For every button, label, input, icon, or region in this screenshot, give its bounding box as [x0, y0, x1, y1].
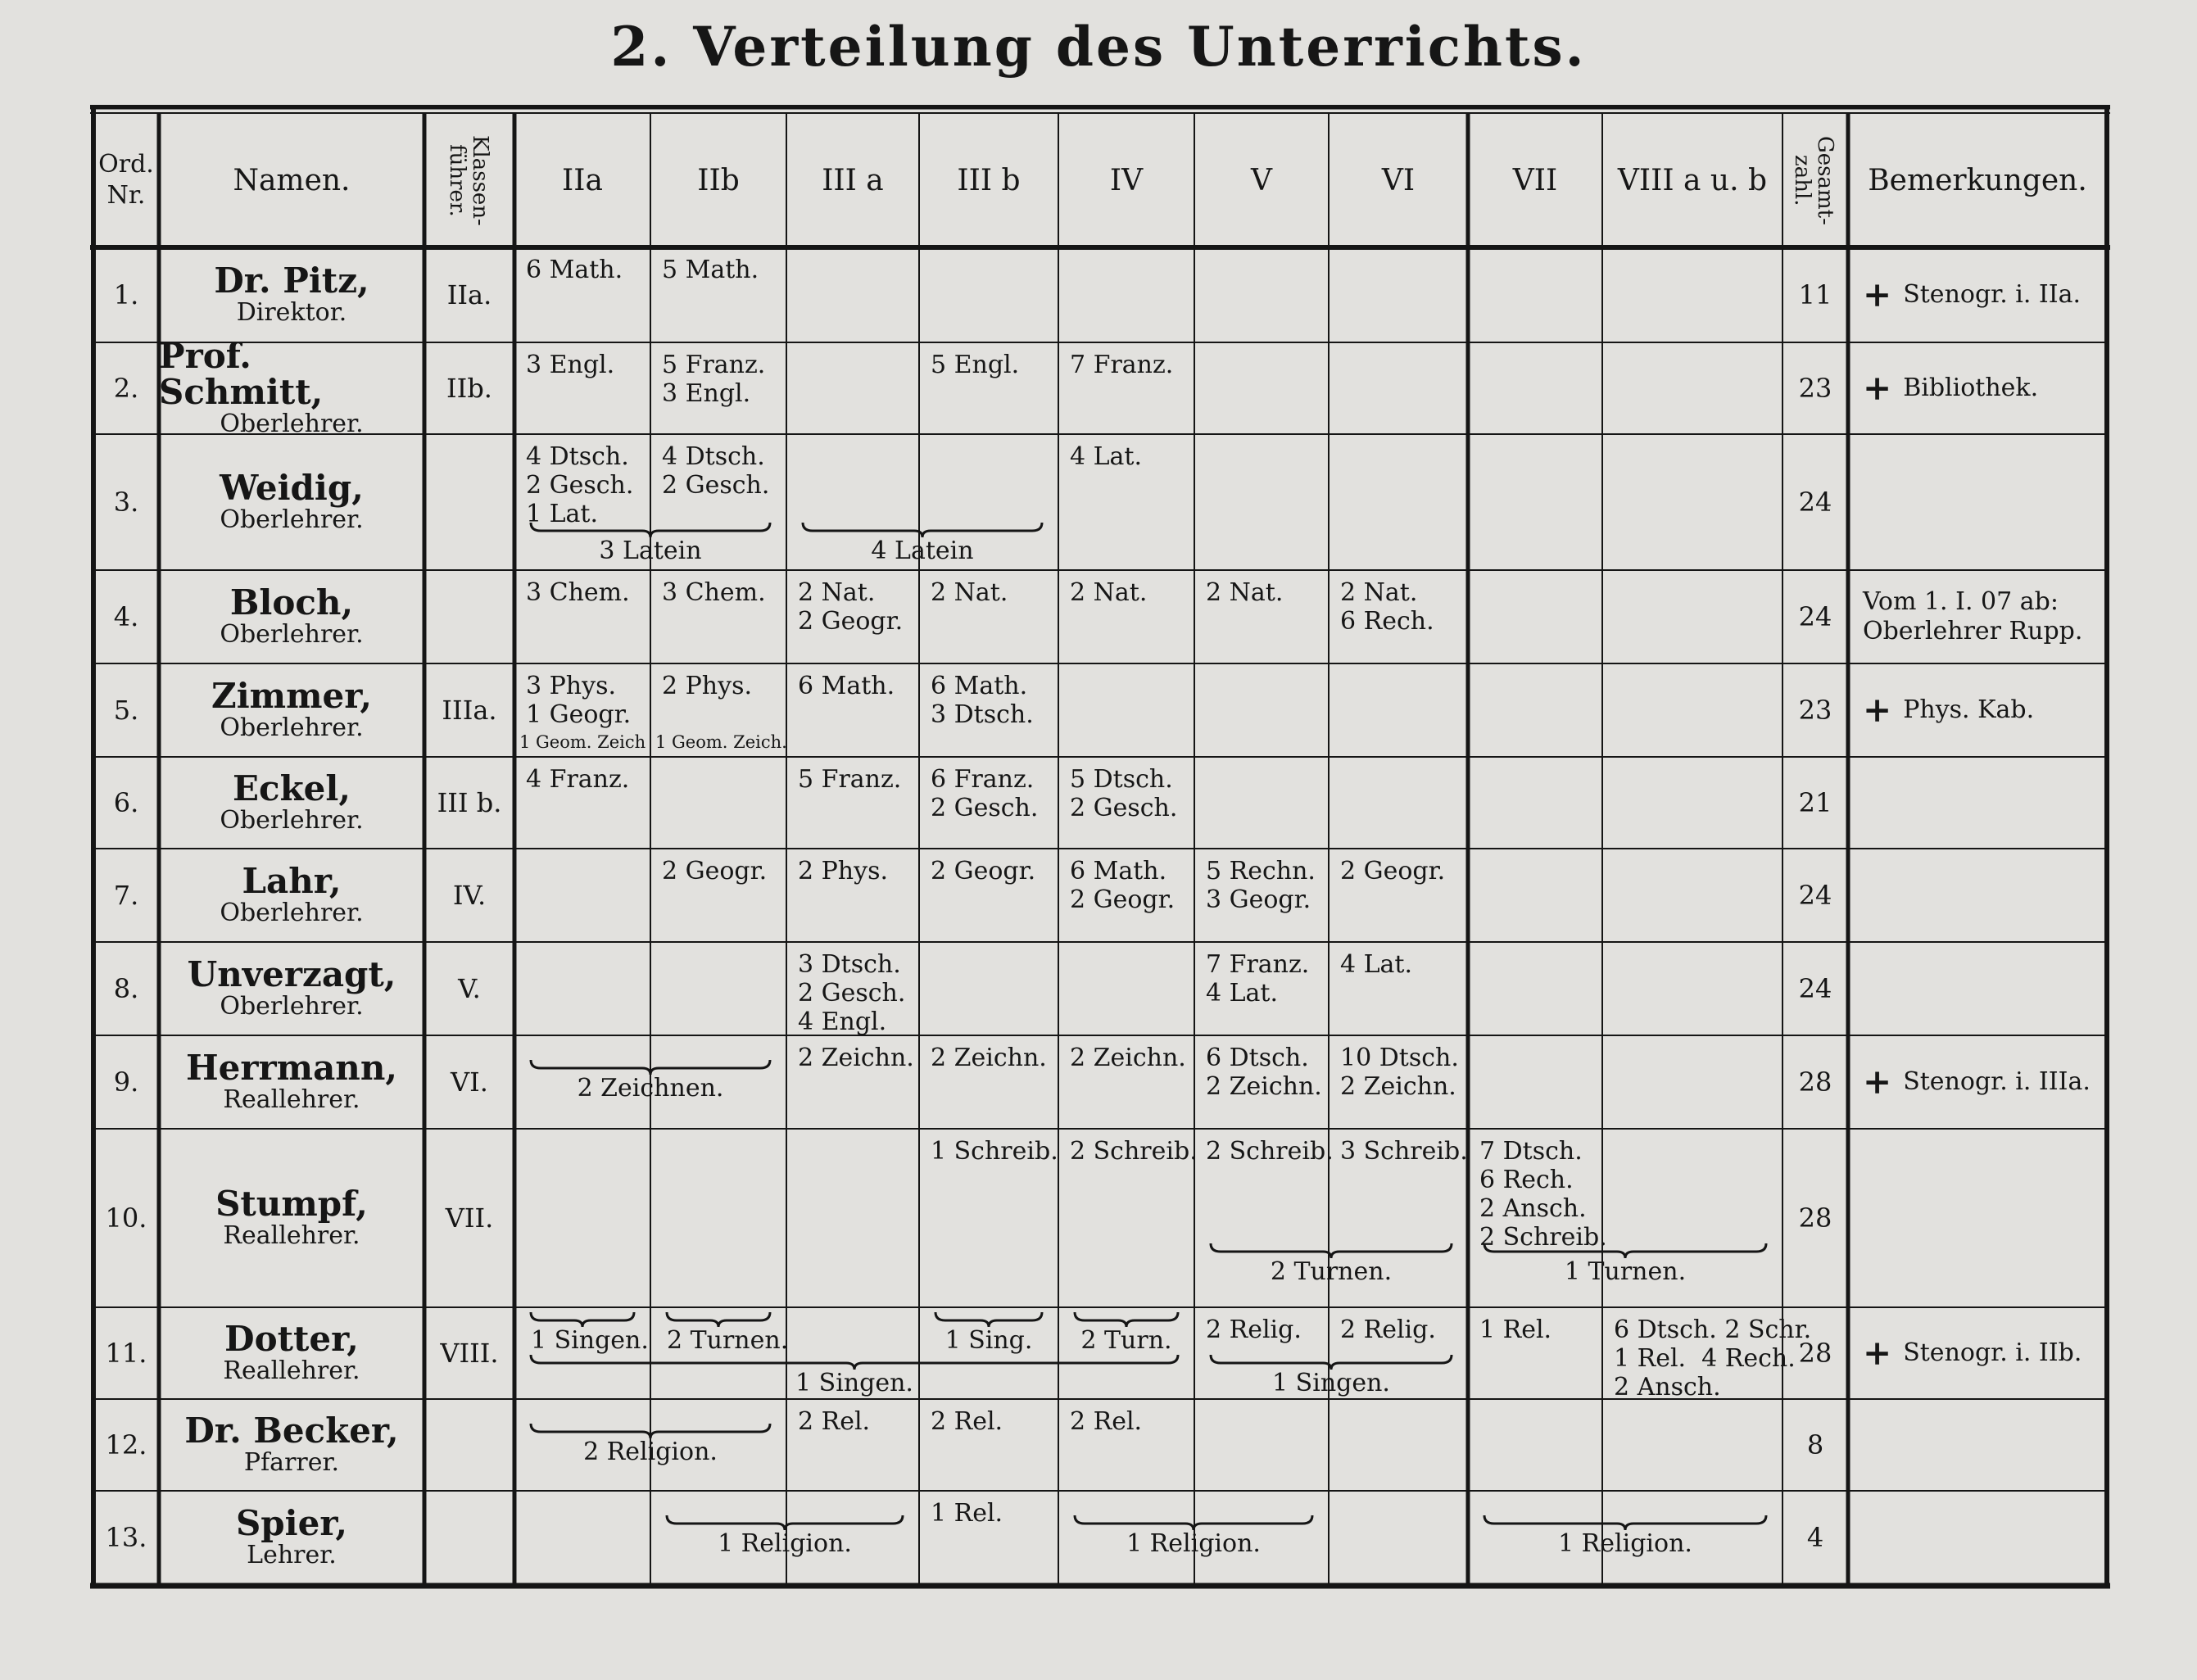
teaching-entry: 2 Zeichn. [798, 1044, 914, 1072]
teacher-surname: Stumpf, [215, 1184, 368, 1224]
brace-label: 1 Singen. [531, 1326, 649, 1355]
teaching-entry: 6 Franz. 2 Gesch. [931, 765, 1039, 822]
brace-mark [531, 1312, 634, 1327]
klassenfuehrer-value: IIb. [446, 373, 492, 404]
remark [1863, 570, 2102, 663]
teaching-entry-small: 1 Geom. Zeich [519, 732, 646, 752]
remark [1863, 342, 2102, 434]
teacher-name [159, 1129, 424, 1307]
teacher-surname: Herrmann, [185, 1048, 397, 1088]
header-remarks: Bemerkungen. [1868, 163, 2087, 197]
teaching-entry: 2 Phys. [798, 857, 889, 885]
klassenfuehrer-value: IIa. [446, 279, 492, 310]
header-names: Namen. [233, 163, 351, 197]
teaching-entry: 10 Dtsch. 2 Zeichn. [1340, 1044, 1459, 1101]
remark [1863, 1491, 2102, 1584]
header-klassenfuehrer: Klassen- führer. [445, 134, 492, 226]
brace-label: 1 Singen. [795, 1369, 913, 1397]
row-number: 12. [105, 1429, 147, 1460]
brace-label: 2 Turnen. [1270, 1257, 1393, 1286]
teaching-entry: 6 Math. [798, 672, 895, 700]
row-number: 2. [113, 373, 139, 404]
teaching-entry: 2 Schreib. [1070, 1137, 1198, 1166]
teacher-surname: Unverzagt, [187, 954, 396, 994]
teacher-role: Oberlehrer. [220, 806, 364, 835]
remark-text: Phys. Kab. [1903, 695, 2035, 724]
total-hours: 28 [1798, 1066, 1832, 1098]
brace-label: 1 Religion. [1126, 1529, 1261, 1558]
header-class-9: VIII a u. b [1617, 163, 1768, 197]
teaching-entry: 5 Rechn. 3 Geogr. [1206, 857, 1316, 914]
teacher-role: Oberlehrer. [220, 410, 364, 438]
remark [1863, 1129, 2102, 1307]
teaching-entry: 4 Franz. [526, 765, 630, 794]
teacher-name [159, 570, 424, 663]
brace-mark [1484, 1515, 1766, 1530]
remark [1863, 849, 2102, 942]
klassenfuehrer-value: V. [458, 973, 481, 1004]
page-title: 2. Verteilung des Unterrichts. [610, 15, 1587, 79]
brace-label: 2 Turn. [1080, 1326, 1172, 1355]
teacher-surname: Prof. Schmitt, [159, 336, 324, 412]
brace-label: 3 Latein [599, 537, 702, 565]
teaching-entry: 2 Zeichn. [931, 1044, 1047, 1072]
total-hours: 23 [1798, 695, 1832, 726]
total-hours: 24 [1798, 601, 1832, 632]
total-hours: 23 [1798, 373, 1832, 404]
teacher-role: Lehrer. [247, 1541, 337, 1569]
teaching-entry: 3 Phys. 1 Geogr. [526, 672, 632, 729]
remark-text: Bibliothek. [1903, 374, 2039, 402]
teacher-surname: Weidig, [220, 468, 364, 508]
header-class-5: IV [1109, 163, 1144, 197]
teaching-entry: 2 Zeichn. [1070, 1044, 1186, 1072]
brace-mark [531, 1355, 1178, 1370]
klassenfuehrer-value: VIII. [440, 1338, 499, 1369]
teacher-role: Oberlehrer. [220, 620, 364, 649]
teaching-entry-small: 1 Geom. Zeich. [655, 732, 787, 752]
teacher-surname: Dotter, [224, 1319, 359, 1359]
klassenfuehrer-value [424, 1399, 514, 1491]
row-number: 5. [113, 695, 139, 726]
teaching-entry: 2 Geogr. [662, 857, 768, 885]
row-number: 1. [113, 279, 139, 310]
remark [1863, 942, 2102, 1035]
distribution-table [90, 105, 2110, 1589]
teacher-role: Direktor. [236, 298, 347, 327]
teaching-entry: 1 Schreib. [931, 1137, 1058, 1166]
header-class-6: V [1251, 163, 1272, 197]
teaching-entry: 6 Math. 2 Geogr. [1070, 857, 1176, 914]
row-number: 4. [113, 601, 139, 632]
teaching-entry: 3 Chem. [662, 578, 766, 607]
row-number: 8. [113, 973, 139, 1004]
total-hours: 8 [1806, 1429, 1824, 1460]
teaching-entry: 6 Dtsch. 2 Zeichn. [1206, 1044, 1322, 1101]
teaching-entry: 4 Dtsch. 2 Gesch. [662, 442, 770, 500]
teaching-entry: 5 Engl. [931, 351, 1020, 379]
teacher-role: Oberlehrer. [220, 992, 364, 1021]
header-class-7: VI [1381, 163, 1416, 197]
remark [1863, 247, 2102, 342]
plus-mark: + [1863, 690, 1892, 730]
brace-label: 1 Singen. [1272, 1369, 1390, 1397]
brace-mark [667, 1312, 770, 1327]
total-hours: 24 [1798, 487, 1832, 518]
plus-mark: + [1863, 368, 1892, 408]
teaching-entry: 4 Lat. [1070, 442, 1143, 471]
header-class-8: VII [1512, 163, 1558, 197]
brace-mark [1211, 1243, 1452, 1258]
teaching-entry: 5 Franz. 3 Engl. [662, 351, 766, 408]
remark-text: Stenogr. i. IIa. [1903, 280, 2081, 309]
teaching-entry: 7 Franz. 4 Lat. [1206, 950, 1310, 1008]
teaching-entry: 4 Lat. [1340, 950, 1413, 979]
teacher-name [159, 247, 424, 342]
teaching-entry: 2 Nat. [931, 578, 1008, 607]
brace-mark [935, 1312, 1042, 1327]
teacher-name [159, 849, 424, 942]
teaching-entry: 6 Math. [526, 256, 623, 284]
teacher-name [159, 942, 424, 1035]
brace-label: 2 Zeichnen. [577, 1074, 724, 1103]
teaching-entry: 2 Nat. 2 Geogr. [798, 578, 904, 636]
teaching-entry: 2 Rel. [1070, 1407, 1143, 1436]
teaching-entry: 6 Math. 3 Dtsch. [931, 672, 1034, 729]
teacher-surname: Spier, [235, 1503, 348, 1543]
teacher-surname: Bloch, [229, 582, 354, 623]
teaching-entry: 2 Nat. [1070, 578, 1148, 607]
teacher-surname: Zimmer, [211, 676, 372, 716]
teaching-entry: 5 Math. [662, 256, 759, 284]
teacher-role: Oberlehrer. [220, 899, 364, 927]
klassenfuehrer-value: VI. [451, 1066, 488, 1098]
header-class-2: IIb [697, 163, 740, 197]
remark [1863, 663, 2102, 757]
klassenfuehrer-value [424, 570, 514, 663]
row-number: 6. [113, 787, 139, 818]
klassenfuehrer-value: IV. [452, 880, 487, 911]
teacher-role: Reallehrer. [223, 1221, 360, 1250]
teacher-name [159, 757, 424, 849]
teacher-role: Oberlehrer. [220, 505, 364, 534]
header-class-3: III a [822, 163, 884, 197]
teacher-role: Reallehrer. [223, 1356, 360, 1385]
header-class-1: IIa [562, 163, 603, 197]
brace-mark [1075, 1312, 1178, 1327]
remark [1863, 434, 2102, 570]
teaching-entry: 2 Relig. [1340, 1315, 1436, 1344]
klassenfuehrer-value [424, 434, 514, 570]
row-number: 10. [105, 1202, 147, 1234]
teaching-entry: 3 Chem. [526, 578, 630, 607]
remark [1863, 1035, 2102, 1129]
teacher-name [159, 1307, 424, 1399]
teacher-role: Oberlehrer. [220, 713, 364, 742]
teaching-entry: 2 Schreib. [1206, 1137, 1334, 1166]
total-hours: 11 [1798, 279, 1832, 310]
header-total: Gesamt- zahl. [1790, 135, 1837, 225]
teacher-role: Pfarrer. [243, 1448, 340, 1477]
teaching-entry: 3 Schreib. [1340, 1137, 1468, 1166]
teaching-entry: 5 Dtsch. 2 Gesch. [1070, 765, 1178, 822]
teacher-surname: Eckel, [233, 768, 351, 808]
brace-mark [1211, 1355, 1452, 1370]
total-hours: 4 [1806, 1522, 1824, 1553]
row-number: 7. [113, 880, 139, 911]
teaching-entry: 2 Rel. [798, 1407, 871, 1436]
teacher-role: Reallehrer. [223, 1085, 360, 1114]
teaching-entry: 3 Engl. [526, 351, 615, 379]
teaching-entry: 6 Dtsch. 2 Schr. 1 Rel. 4 Rech. 2 Ansch. [1614, 1315, 1812, 1402]
teacher-name [159, 1399, 424, 1491]
brace-label: 1 Sing. [944, 1326, 1033, 1355]
brace-label: 2 Religion. [583, 1438, 718, 1466]
plus-mark: + [1863, 1062, 1892, 1102]
teaching-entry: 1 Rel. [931, 1499, 1003, 1528]
brace-label: 1 Religion. [1558, 1529, 1692, 1558]
brace-label: 4 Latein [871, 537, 974, 565]
teacher-name [159, 434, 424, 570]
teaching-entry: 2 Nat. 6 Rech. [1340, 578, 1434, 636]
teacher-name [159, 663, 424, 757]
teacher-surname: Dr. Becker, [184, 1411, 399, 1451]
total-hours: 28 [1798, 1338, 1832, 1369]
brace-mark [667, 1515, 903, 1530]
remark [1863, 757, 2102, 849]
row-number: 13. [105, 1522, 147, 1553]
teaching-entry: 2 Relig. [1206, 1315, 1302, 1344]
row-number: 9. [113, 1066, 139, 1098]
teaching-entry: 1 Rel. [1479, 1315, 1552, 1344]
teacher-name [159, 1491, 424, 1584]
klassenfuehrer-value: IIIa. [442, 695, 497, 726]
remark [1863, 1307, 2102, 1399]
teacher-surname: Lahr, [242, 861, 342, 901]
teaching-entry: 7 Franz. [1070, 351, 1174, 379]
remark-text: Stenogr. i. IIb. [1903, 1338, 2082, 1367]
plus-mark: + [1863, 274, 1892, 315]
brace-label: 1 Religion. [718, 1529, 852, 1558]
teacher-name [159, 336, 424, 438]
teaching-entry: 2 Nat. [1206, 578, 1284, 607]
header-class-4: III b [957, 163, 1021, 197]
klassenfuehrer-value: III b. [437, 787, 502, 818]
teaching-entry: 4 Dtsch. 2 Gesch. 1 Lat. [526, 442, 634, 528]
brace-label: 2 Turnen. [667, 1326, 789, 1355]
brace-label: 1 Turnen. [1564, 1257, 1687, 1286]
teaching-entry: 7 Dtsch. 6 Rech. 2 Ansch. 2 Schreib. [1479, 1137, 1607, 1252]
remark-text: Vom 1. I. 07 ab: Oberlehrer Rupp. [1863, 587, 2083, 645]
total-hours: 21 [1798, 787, 1832, 818]
klassenfuehrer-value [424, 1491, 514, 1584]
total-hours: 28 [1798, 1202, 1832, 1234]
remark-text: Stenogr. i. IIIa. [1903, 1067, 2091, 1096]
teacher-name [159, 1035, 424, 1129]
teaching-entry: 2 Geogr. [931, 857, 1036, 885]
teaching-entry: 2 Phys. [662, 672, 753, 700]
klassenfuehrer-value: VII. [445, 1202, 494, 1234]
brace-mark [803, 523, 1042, 537]
teaching-entry: 2 Geogr. [1340, 857, 1446, 885]
header-ord-nr: Ord. Nr. [98, 150, 154, 210]
total-hours: 24 [1798, 880, 1832, 911]
teacher-surname: Dr. Pitz, [214, 260, 369, 301]
teaching-entry: 2 Rel. [931, 1407, 1003, 1436]
row-number: 11. [105, 1338, 147, 1369]
teaching-entry: 5 Franz. [798, 765, 902, 794]
total-hours: 24 [1798, 973, 1832, 1004]
plus-mark: + [1863, 1333, 1892, 1373]
remark [1863, 1399, 2102, 1491]
row-number: 3. [113, 487, 139, 518]
teaching-entry: 3 Dtsch. 2 Gesch. 4 Engl. [798, 950, 906, 1036]
